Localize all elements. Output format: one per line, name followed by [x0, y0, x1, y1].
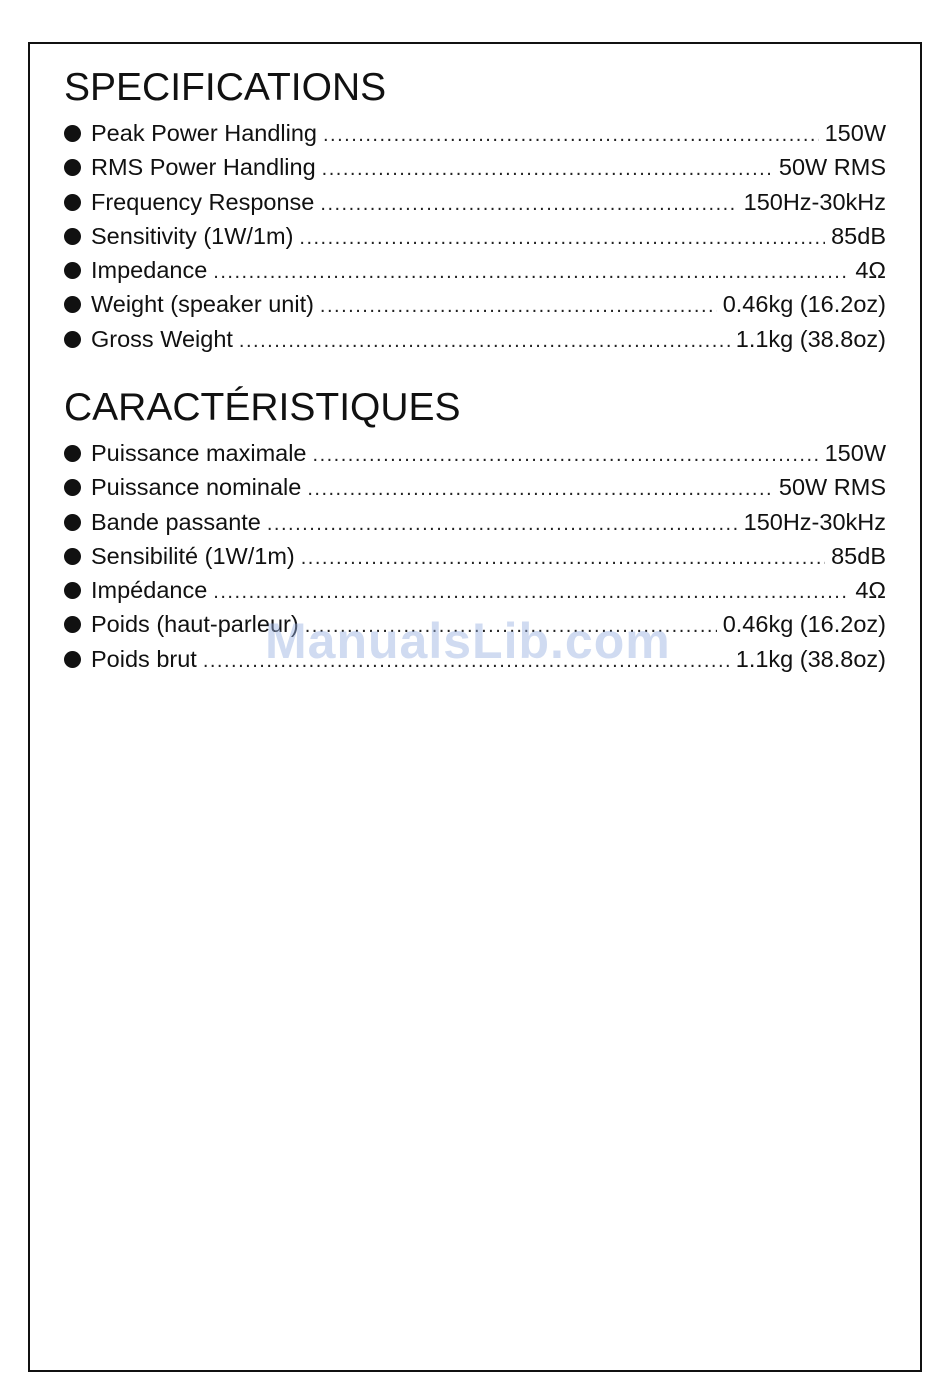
spec-row-puissance-maximale: [64, 436, 886, 470]
spec-label: Impedance: [91, 257, 208, 284]
bullet-icon: [64, 514, 81, 531]
bullet-icon: [64, 228, 81, 245]
spec-value: 150W: [824, 120, 886, 146]
spec-label: Gross Weight: [91, 325, 233, 352]
caracteristiques-title: CARACTÉRISTIQUES: [64, 386, 461, 429]
bullet-icon: [64, 479, 81, 496]
spec-row-poids-brut: [64, 642, 886, 676]
spec-label: Sensibilité (1W/1m): [91, 542, 295, 569]
spec-row-rms-power: [64, 150, 886, 184]
dot-leader: [239, 324, 730, 358]
bullet-icon: [64, 262, 81, 279]
spec-value: 1.1kg (38.8oz): [735, 325, 886, 352]
dot-leader: [301, 541, 825, 575]
spec-value: 50W RMS: [778, 474, 886, 501]
bullet-icon: [64, 331, 81, 348]
specifications-title: SPECIFICATIONS: [64, 66, 387, 109]
dot-leader: [322, 152, 773, 186]
dot-leader: [213, 255, 849, 289]
spec-label: Peak Power Handling: [91, 120, 317, 146]
spec-row-peak-power: [64, 116, 886, 150]
spec-value: 0.46kg (16.2oz): [722, 291, 886, 318]
bullet-icon: [64, 296, 81, 313]
spec-value: 150W: [824, 440, 886, 466]
bullet-icon: [64, 548, 81, 565]
spec-value: 150Hz-30kHz: [743, 188, 886, 215]
spec-label: Poids brut: [91, 645, 197, 672]
dot-leader: [203, 644, 730, 678]
dot-leader: [213, 575, 849, 609]
spec-row-puissance-nominale: [64, 470, 886, 504]
spec-row-poids-haut-parleur: [64, 607, 886, 641]
bullet-icon: [64, 445, 81, 462]
specifications-section: [64, 64, 886, 356]
bullet-icon: [64, 616, 81, 633]
dot-leader: [313, 438, 819, 472]
bullet-icon: [64, 159, 81, 176]
spec-value: 85dB: [831, 222, 886, 249]
caracteristiques-section: [64, 384, 886, 676]
spec-row-sensitivity: [64, 219, 886, 253]
spec-label: RMS Power Handling: [91, 154, 316, 181]
dot-leader: [305, 609, 717, 643]
bullet-icon: [64, 651, 81, 668]
spec-row-sensibilite: [64, 539, 886, 573]
dot-leader: [267, 507, 738, 541]
spec-label: Puissance nominale: [91, 474, 302, 501]
watermark: ManualsLib.com: [265, 613, 671, 669]
spec-value: 50W RMS: [778, 154, 886, 181]
spec-row-weight: [64, 287, 886, 321]
spec-label: Frequency Response: [91, 188, 315, 215]
bullet-icon: [64, 582, 81, 599]
spec-row-gross-weight: [64, 322, 886, 356]
spec-row-bande-passante: [64, 505, 886, 539]
spec-value: 150Hz-30kHz: [743, 508, 886, 535]
spec-value: 4Ω: [855, 257, 886, 284]
spec-row-frequency-response: [64, 185, 886, 219]
dot-leader: [323, 118, 819, 152]
spec-row-impedance: [64, 253, 886, 287]
dot-leader: [307, 472, 773, 506]
spec-label: Impédance: [91, 577, 208, 604]
spec-row-impedance-fr: [64, 573, 886, 607]
dot-leader: [320, 187, 737, 221]
spec-value: 4Ω: [855, 577, 886, 604]
spec-value: 1.1kg (38.8oz): [735, 645, 886, 672]
spec-value: 0.46kg (16.2oz): [722, 611, 886, 638]
bullet-icon: [64, 194, 81, 211]
dot-leader: [299, 221, 825, 255]
spec-label: Puissance maximale: [91, 440, 307, 466]
spec-value: 85dB: [831, 542, 886, 569]
spec-label: Bande passante: [91, 508, 261, 535]
spec-label: Sensitivity (1W/1m): [91, 222, 294, 249]
caracteristiques-list: [64, 436, 886, 676]
specifications-list: [64, 116, 886, 356]
bullet-icon: [64, 125, 81, 142]
spec-label: Poids (haut-parleur): [91, 611, 299, 638]
spec-label: Weight (speaker unit): [91, 291, 314, 318]
dot-leader: [320, 289, 717, 323]
